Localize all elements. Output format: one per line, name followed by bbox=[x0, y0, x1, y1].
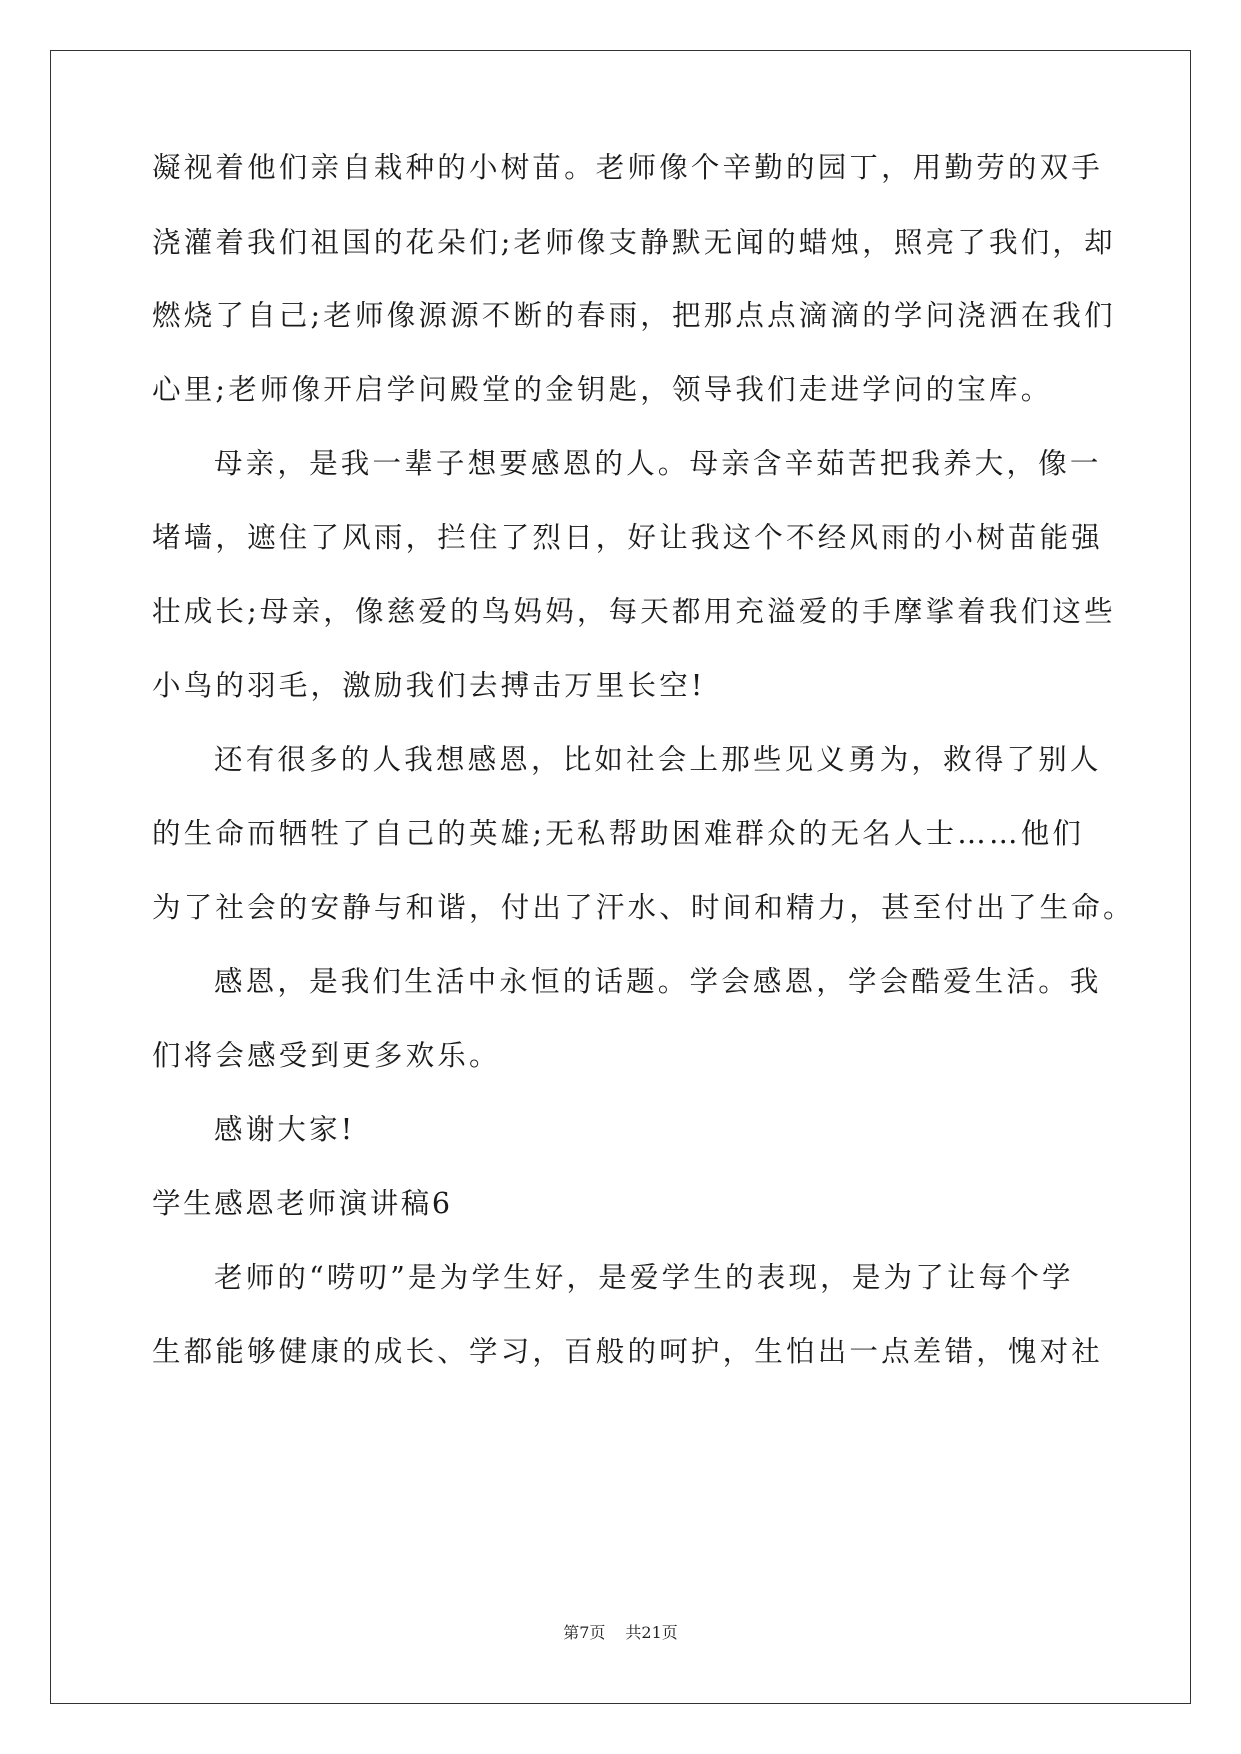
body-text-line: 浇灌着我们祖国的花朵们;老师像支静默无闻的蜡烛，照亮了我们，却 bbox=[152, 226, 1116, 259]
body-text-line: 燃烧了自己;老师像源源不断的春雨，把那点点滴滴的学问浇洒在我们 bbox=[152, 299, 1116, 332]
body-text-line: 的生命而牺牲了自己的英雄;无私帮助困难群众的无名人士……他们 bbox=[152, 817, 1085, 850]
page-number-current: 第7页 bbox=[563, 1623, 606, 1642]
section-heading: 学生感恩老师演讲稿6 bbox=[152, 1187, 453, 1220]
closing-line: 感谢大家! bbox=[214, 1113, 356, 1146]
page-number-total: 共21页 bbox=[625, 1623, 678, 1642]
paragraph-first-line: 感恩，是我们生活中永恒的话题。学会感恩，学会酷爱生活。我 bbox=[214, 965, 1102, 998]
paragraph-first-line: 还有很多的人我想感恩，比如社会上那些见义勇为，救得了别人 bbox=[214, 743, 1102, 776]
body-text-line: 为了社会的安静与和谐，付出了汗水、时间和精力，甚至付出了生命。 bbox=[152, 891, 1135, 924]
page-footer bbox=[0, 1622, 1241, 1644]
paragraph-first-line: 母亲，是我一辈子想要感恩的人。母亲含辛茹苦把我养大，像一 bbox=[214, 447, 1102, 480]
body-text-line: 生都能够健康的成长、学习，百般的呵护，生怕出一点差错，愧对社 bbox=[152, 1335, 1104, 1368]
body-text-line: 小鸟的羽毛，激励我们去搏击万里长空! bbox=[152, 669, 706, 702]
body-text-line: 堵墙，遮住了风雨，拦住了烈日，好让我这个不经风雨的小树苗能强 bbox=[152, 521, 1104, 554]
body-text-line: 凝视着他们亲自栽种的小树苗。老师像个辛勤的园丁，用勤劳的双手 bbox=[152, 151, 1104, 184]
body-text-line: 壮成长;母亲，像慈爱的鸟妈妈，每天都用充溢爱的手摩挲着我们这些 bbox=[152, 595, 1116, 628]
body-text-line: 们将会感受到更多欢乐。 bbox=[152, 1039, 501, 1072]
body-text-line: 心里;老师像开启学问殿堂的金钥匙，领导我们走进学问的宝库。 bbox=[152, 373, 1053, 406]
paragraph-first-line: 老师的“唠叨”是为学生好，是爱学生的表现，是为了让每个学 bbox=[214, 1261, 1074, 1294]
